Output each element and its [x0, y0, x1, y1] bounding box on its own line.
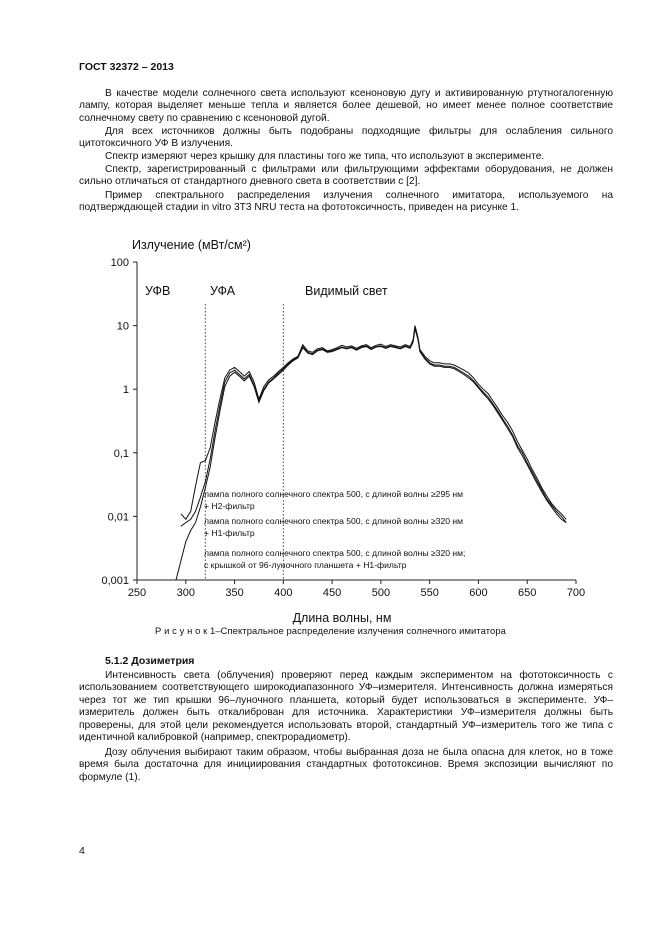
chart-grid	[137, 262, 576, 580]
x-tick-label: 600	[469, 587, 488, 599]
page-number: 4	[79, 845, 85, 857]
chart-legend	[204, 489, 465, 570]
x-tick-label: 350	[225, 587, 244, 599]
x-tick-label: 500	[371, 587, 391, 599]
y-tick-label: 0,001	[101, 575, 129, 587]
chart-lines	[176, 326, 566, 580]
region-label: Видимый свет	[305, 284, 388, 298]
figure-caption: Р и с у н о к 1–Спектральное распределение излучения солнечного имитатора	[155, 625, 506, 636]
legend-entry: лампа полного солнечного спектра 500, с длиной волны ≥320 нм + H1-фильтр	[204, 516, 464, 538]
region-label: УФА	[210, 284, 236, 298]
y-tick-label: 1	[122, 384, 129, 397]
section-paragraph-2: Дозу облучения выбирают таким образом, чтобы выбранная доза не была опасна для клеток, но в тоже время была достаточна для инициирования стандартных фототоксинов. Время экспозиции вычисляют по формуле (1).	[79, 747, 613, 783]
paragraph-5: Пример спектрального распределения излучения солнечного имитатора, используемого на подтверждающей стадии in vitro 3T3 NRU теста на фототоксичность, приведен на рисунке 1.	[79, 190, 613, 214]
x-tick-label: 550	[420, 587, 439, 599]
x-tick-label: 300	[176, 587, 195, 599]
paragraph-3: Спектр измеряют через крышку для пластины того же типа, что используют в эксперименте.	[105, 151, 545, 162]
region-label: УФВ	[145, 284, 171, 298]
x-tick-label: 700	[566, 587, 586, 599]
x-tick-label: 400	[274, 587, 293, 599]
y-tick-label: 10	[116, 320, 129, 333]
chart-regions	[145, 284, 388, 580]
section-paragraph-1: Интенсивность света (облучения) проверяют перед каждым экспериментом на фототоксичность с использованием соответствующего широкодиапазонного УФ–измерителя. Интенсивность должна измеряться через тот же тип крышки 96–луночного планшета, который будет использоваться в эксперименте. УФ–измеритель должен быть откалиброван для источника. Характеристики УФ–измерителя должны быть проверены, для этой цели рекомендуется использовать второй, стандартный УФ–измеритель того же типа с идентичной калибровкой (например, спектрорадиометр).	[79, 670, 613, 744]
legend-entry: лампа полного солнечного спектра 500, с длиной волны ≥320 нм; с крышкой от 96-луночного планшета + H1-фильтр	[204, 548, 466, 570]
paragraph-1: В качестве модели солнечного света используют ксеноновую дугу и активированную ртутногалогенную лампу, которая выделяет меньше тепла и является более дешевой, но имеет менее полное соответствие солнечному свету по сравнению с ксеноновой дугой.	[79, 88, 613, 124]
x-tick-label: 250	[127, 587, 147, 599]
x-tick-label: 450	[322, 587, 342, 599]
spectral-chart	[0, 225, 661, 625]
paragraph-4: Спектр, зарегистрированный с фильтрами или фильтрующими эффектами оборудования, не должен сильно отличаться от стандартного дневного света в соответствии с [2].	[79, 164, 613, 188]
section-title: 5.1.2 Дозиметрия	[105, 655, 195, 667]
x-axis-label: Длина волны, нм	[292, 611, 392, 625]
y-tick-label: 100	[110, 257, 129, 269]
x-tick-label: 650	[518, 587, 537, 599]
paragraph-2: Для всех источников должны быть подобраны подходящие фильтры для ослабления сильного цитотоксичного УФ В излучения.	[79, 126, 613, 150]
y-tick-label: 0,1	[113, 447, 129, 460]
y-tick-label: 0,01	[107, 511, 129, 524]
y-axis-label: Излучение (мВт/см²)	[132, 238, 251, 252]
legend-entry: лампа полного солнечного спектра 500, с длиной волны ≥295 нм + H2-фильтр	[204, 489, 464, 511]
page-header: ГОСТ 32372 – 2013	[79, 61, 174, 73]
series-line	[176, 329, 566, 581]
